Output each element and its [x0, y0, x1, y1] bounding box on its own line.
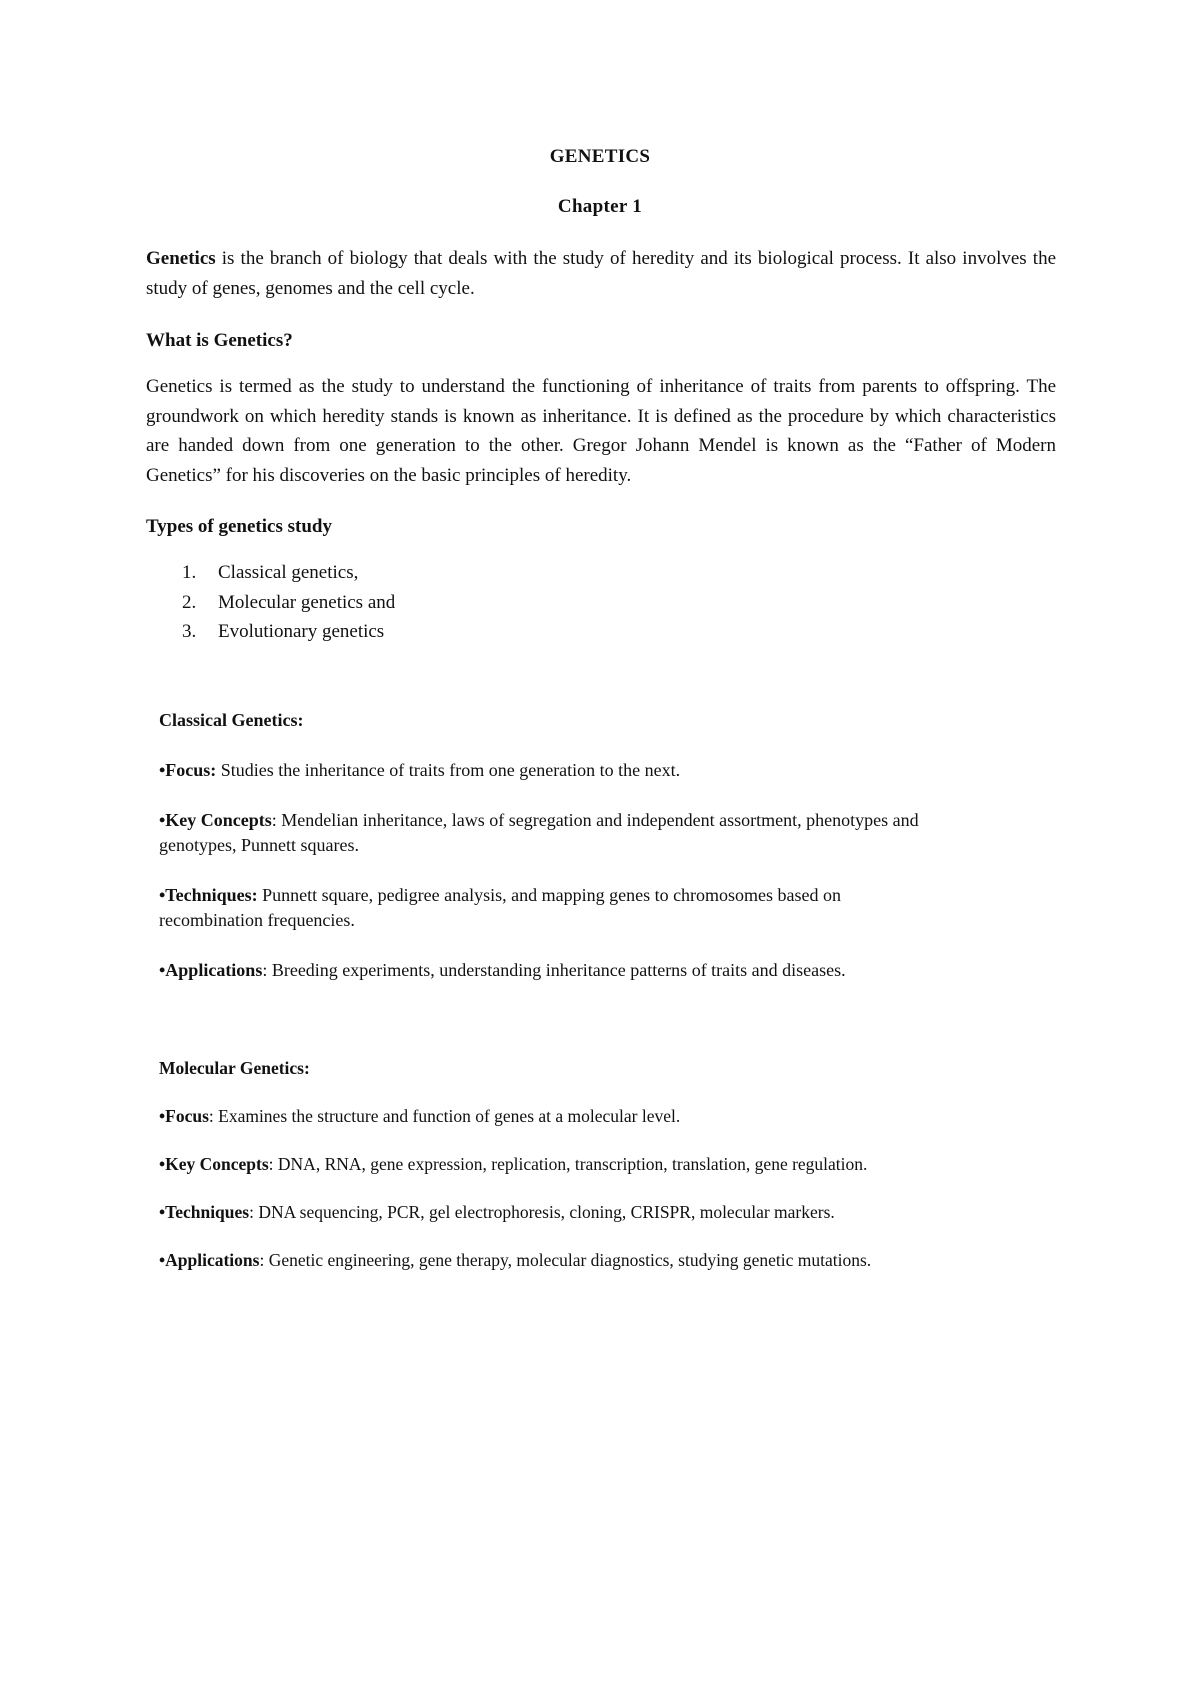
list-item-number: 2.	[182, 591, 197, 613]
types-list	[146, 558, 395, 647]
classical-genetics-heading: Classical Genetics:	[159, 710, 304, 730]
types-heading: Types of genetics study	[146, 516, 332, 537]
item-label: •Techniques	[159, 1202, 250, 1222]
item-text: Punnett square, pedigree analysis, and mapping genes to chromosomes based on recombination frequencies.	[159, 885, 842, 930]
list-item	[146, 617, 395, 647]
list-item-text: Classical genetics,	[218, 562, 359, 583]
molecular-genetics-section	[159, 1056, 919, 1296]
item-text: : Breeding experiments, understanding inheritance patterns of traits and diseases.	[262, 960, 846, 980]
classical-item	[159, 758, 919, 783]
list-item	[146, 558, 395, 588]
item-label: •Key Concepts	[159, 810, 272, 830]
item-label: •Applications	[159, 1250, 260, 1270]
item-label: •Key Concepts	[159, 1154, 269, 1174]
molecular-genetics-heading: Molecular Genetics:	[159, 1058, 310, 1078]
intro-text: is the branch of biology that deals with the study of heredity and its biological process. It also involves the study of genes, genomes and the cell cycle.	[146, 248, 1056, 299]
list-item-number: 3.	[182, 621, 197, 642]
document-title: GENETICS	[549, 146, 651, 167]
item-text: : Genetic engineering, gene therapy, molecular diagnostics, studying genetic mutations.	[259, 1250, 872, 1270]
item-text: : Examines the structure and function of genes at a molecular level.	[208, 1106, 681, 1126]
classical-item	[159, 808, 919, 858]
classical-item	[159, 883, 919, 933]
list-item-text: Evolutionary genetics	[218, 621, 385, 642]
molecular-item	[159, 1104, 919, 1128]
list-item-text: Molecular genetics and	[218, 591, 396, 613]
item-label: •Focus	[159, 1106, 209, 1126]
what-is-paragraph: Genetics is termed as the study to understand the functioning of inheritance of traits from parents to offspring. The groundwork on which heredity stands is known as inheritance. It is defined as the procedure by which characteristics are handed down from one generation to the other. Gregor Johann Mendel is known as the “Father of Modern Genetics” for his discoveries on the basic principles of heredity.	[146, 376, 1056, 486]
intro-term: Genetics	[146, 248, 216, 269]
molecular-item	[159, 1152, 919, 1176]
what-is-heading: What is Genetics?	[146, 330, 293, 351]
molecular-item	[159, 1200, 919, 1224]
item-text: : DNA sequencing, PCR, gel electrophoresis, cloning, CRISPR, molecular markers.	[249, 1202, 835, 1222]
intro-paragraph	[146, 244, 1056, 303]
list-item	[146, 588, 395, 618]
item-text: Studies the inheritance of traits from one generation to the next.	[216, 760, 681, 780]
item-text: : Mendelian inheritance, laws of segregation and independent assortment, phenotypes and genotypes, Punnett squares.	[159, 810, 919, 855]
item-label: •Applications	[159, 960, 263, 980]
item-label: •Techniques:	[159, 885, 258, 905]
classical-item	[159, 958, 919, 983]
chapter-heading: Chapter 1	[557, 196, 643, 217]
list-item-number: 1.	[182, 562, 197, 583]
classical-genetics-section	[159, 708, 919, 1008]
molecular-item	[159, 1248, 919, 1272]
item-label: •Focus:	[159, 760, 217, 780]
item-text: : DNA, RNA, gene expression, replication, transcription, translation, gene regulation.	[268, 1154, 868, 1174]
